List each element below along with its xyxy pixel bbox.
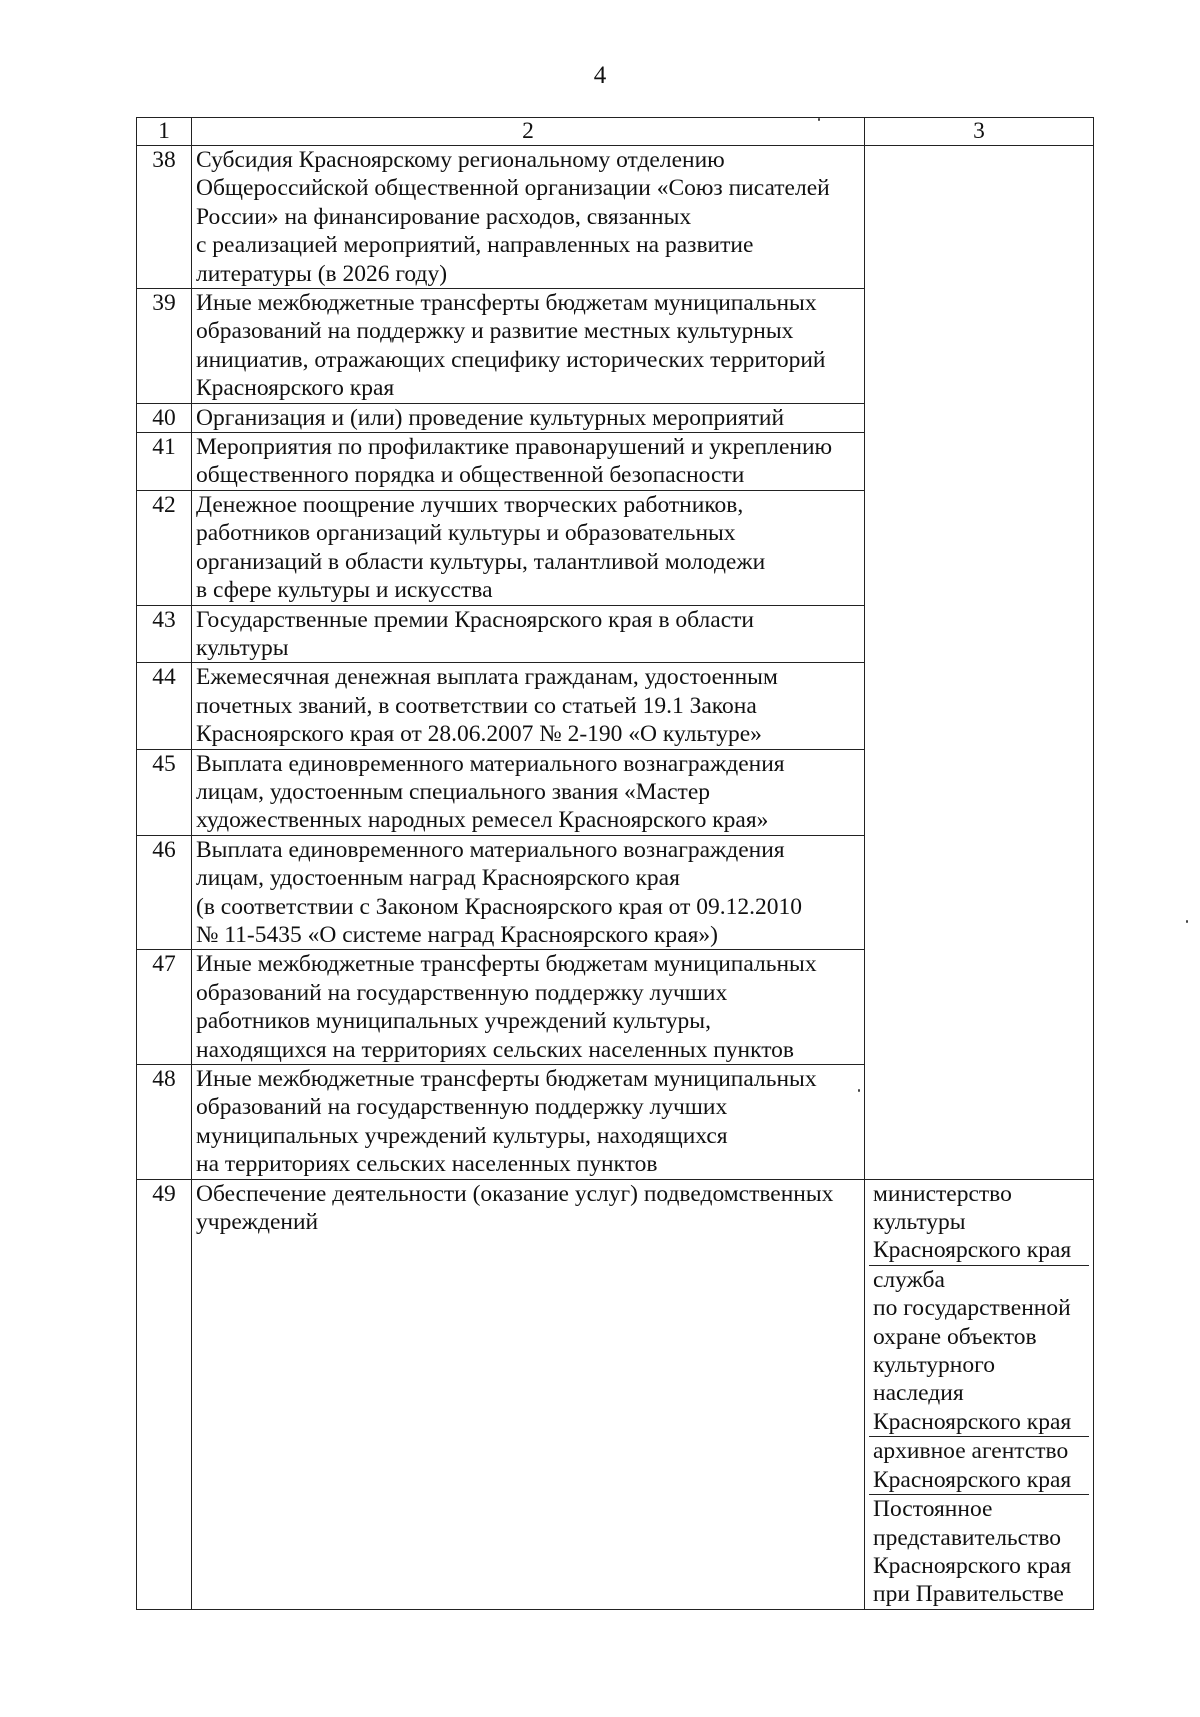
agency-line: Красноярского края xyxy=(873,1408,1072,1435)
row-number: 40 xyxy=(137,403,192,432)
row-description xyxy=(192,835,865,950)
agency-line: Красноярского края xyxy=(873,1237,1072,1264)
scan-speck xyxy=(858,1089,860,1092)
description-line: инициатив, отражающих специфику исторических территорий xyxy=(196,346,826,373)
description-line: Денежное поощрение лучших творческих работников, xyxy=(196,491,744,518)
agency-line: культурного xyxy=(873,1352,995,1379)
column-header-number: 1 xyxy=(137,118,192,146)
description-line: Обеспечение деятельности (оказание услуг) подведомственных xyxy=(196,1180,834,1207)
agency-cell-empty xyxy=(865,146,1094,1180)
row-description xyxy=(192,433,865,491)
description-line: учреждений xyxy=(196,1209,319,1236)
row-number: 47 xyxy=(137,950,192,1065)
agency-line: культуры xyxy=(873,1209,966,1236)
agency-line: представительство xyxy=(873,1524,1062,1551)
description-line: муниципальных учреждений культуры, находящихся xyxy=(196,1122,728,1149)
row-number: 46 xyxy=(137,835,192,950)
agency-entry xyxy=(869,1266,1089,1437)
description-line: Выплата единовременного материального вознаграждения xyxy=(196,836,785,863)
description-line: на территориях сельских населенных пунктов xyxy=(196,1151,658,1178)
scan-speck xyxy=(818,118,820,121)
row-description xyxy=(192,490,865,605)
agency-line: архивное агентство xyxy=(873,1438,1069,1465)
description-line: Организация и (или) проведение культурных мероприятий xyxy=(196,404,785,431)
description-line: Иные межбюджетные трансферты бюджетам муниципальных xyxy=(196,1066,817,1092)
agency-line: при Правительстве xyxy=(873,1581,1064,1608)
agency-line: служба xyxy=(873,1266,945,1293)
description-line: Мероприятия по профилактике правонарушений и укреплению xyxy=(196,434,833,461)
row-number: 42 xyxy=(137,490,192,605)
description-line: образований на государственную поддержку лучших xyxy=(196,979,728,1006)
table-row xyxy=(137,1179,1094,1609)
table-row xyxy=(137,146,1094,289)
row-number: 49 xyxy=(137,1179,192,1609)
description-line: почетных званий, в соответствии со статьей 19.1 Закона xyxy=(196,692,757,719)
column-header-description: 2 xyxy=(192,118,865,146)
description-line: культуры xyxy=(196,634,289,661)
row-description xyxy=(192,605,865,663)
row-description xyxy=(192,1179,865,1609)
description-line: образований на государственную поддержку лучших xyxy=(196,1094,728,1121)
agency-line: министерство xyxy=(873,1180,1012,1207)
page-number: 4 xyxy=(593,62,607,89)
description-line: работников муниципальных учреждений культуры, xyxy=(196,1008,711,1035)
description-line: художественных народных ремесел Красноярского края» xyxy=(196,807,769,834)
description-line: Субсидия Красноярскому региональному отделению xyxy=(196,147,725,173)
agency-line: по государственной xyxy=(873,1295,1071,1322)
row-number: 45 xyxy=(137,749,192,835)
column-header-agency: 3 xyxy=(865,118,1094,146)
description-line: с реализацией мероприятий, направленных на развитие xyxy=(196,232,754,259)
description-line: Государственные премии Красноярского края в области xyxy=(196,606,754,633)
description-line: находящихся на территориях сельских населенных пунктов xyxy=(196,1036,795,1063)
row-description xyxy=(192,146,865,289)
description-line: Общероссийской общественной организации «Союз писателей xyxy=(196,175,830,202)
agency-entry xyxy=(869,1437,1089,1495)
description-line: лицам, удостоенным специального звания «Мастер xyxy=(196,778,711,805)
row-number: 48 xyxy=(137,1065,192,1180)
description-line: работников организаций культуры и образовательных xyxy=(196,520,736,547)
description-line: образований на поддержку и развитие местных культурных xyxy=(196,318,794,345)
description-line: организаций в области культуры, талантливой молодежи xyxy=(196,548,766,575)
description-line: № 11-5435 «О системе наград Красноярского края») xyxy=(196,921,718,948)
row-number: 41 xyxy=(137,433,192,491)
agency-line: Красноярского края xyxy=(873,1552,1072,1579)
description-line: России» на финансирование расходов, связанных xyxy=(196,203,692,230)
row-description xyxy=(192,1065,865,1180)
row-number: 38 xyxy=(137,146,192,289)
row-description xyxy=(192,403,865,432)
row-description xyxy=(192,950,865,1065)
description-line: (в соответствии с Законом Красноярского края от 09.12.2010 xyxy=(196,893,802,920)
scan-speck xyxy=(1186,920,1188,923)
description-line: Выплата единовременного материального вознаграждения xyxy=(196,750,785,777)
row-description xyxy=(192,663,865,749)
agency-entry xyxy=(869,1495,1089,1609)
description-line: общественного порядка и общественной безопасности xyxy=(196,462,745,489)
description-line: Иные межбюджетные трансферты бюджетам муниципальных xyxy=(196,290,817,317)
description-line: Красноярского края от 28.06.2007 № 2-190 «О культуре» xyxy=(196,721,762,748)
description-line: Ежемесячная денежная выплата гражданам, удостоенным xyxy=(196,664,778,691)
description-line: лицам, удостоенным наград Красноярского края xyxy=(196,865,680,892)
row-description xyxy=(192,749,865,835)
description-line: Иные межбюджетные трансферты бюджетам муниципальных xyxy=(196,951,817,978)
agency-line: Красноярского края xyxy=(873,1466,1072,1493)
row-number: 43 xyxy=(137,605,192,663)
row-number: 39 xyxy=(137,289,192,404)
table-header-row xyxy=(137,118,1094,146)
agency-line: наследия xyxy=(873,1380,964,1407)
agency-line: охране объектов xyxy=(873,1323,1037,1350)
description-line: литературы (в 2026 году) xyxy=(196,260,448,287)
funding-table xyxy=(136,117,1094,1610)
agency-entry xyxy=(869,1180,1089,1266)
row-number: 44 xyxy=(137,663,192,749)
description-line: в сфере культуры и искусства xyxy=(196,577,493,604)
row-description xyxy=(192,289,865,404)
agency-line: Постоянное xyxy=(873,1496,993,1523)
description-line: Красноярского края xyxy=(196,375,395,402)
agency-cell xyxy=(865,1179,1094,1609)
